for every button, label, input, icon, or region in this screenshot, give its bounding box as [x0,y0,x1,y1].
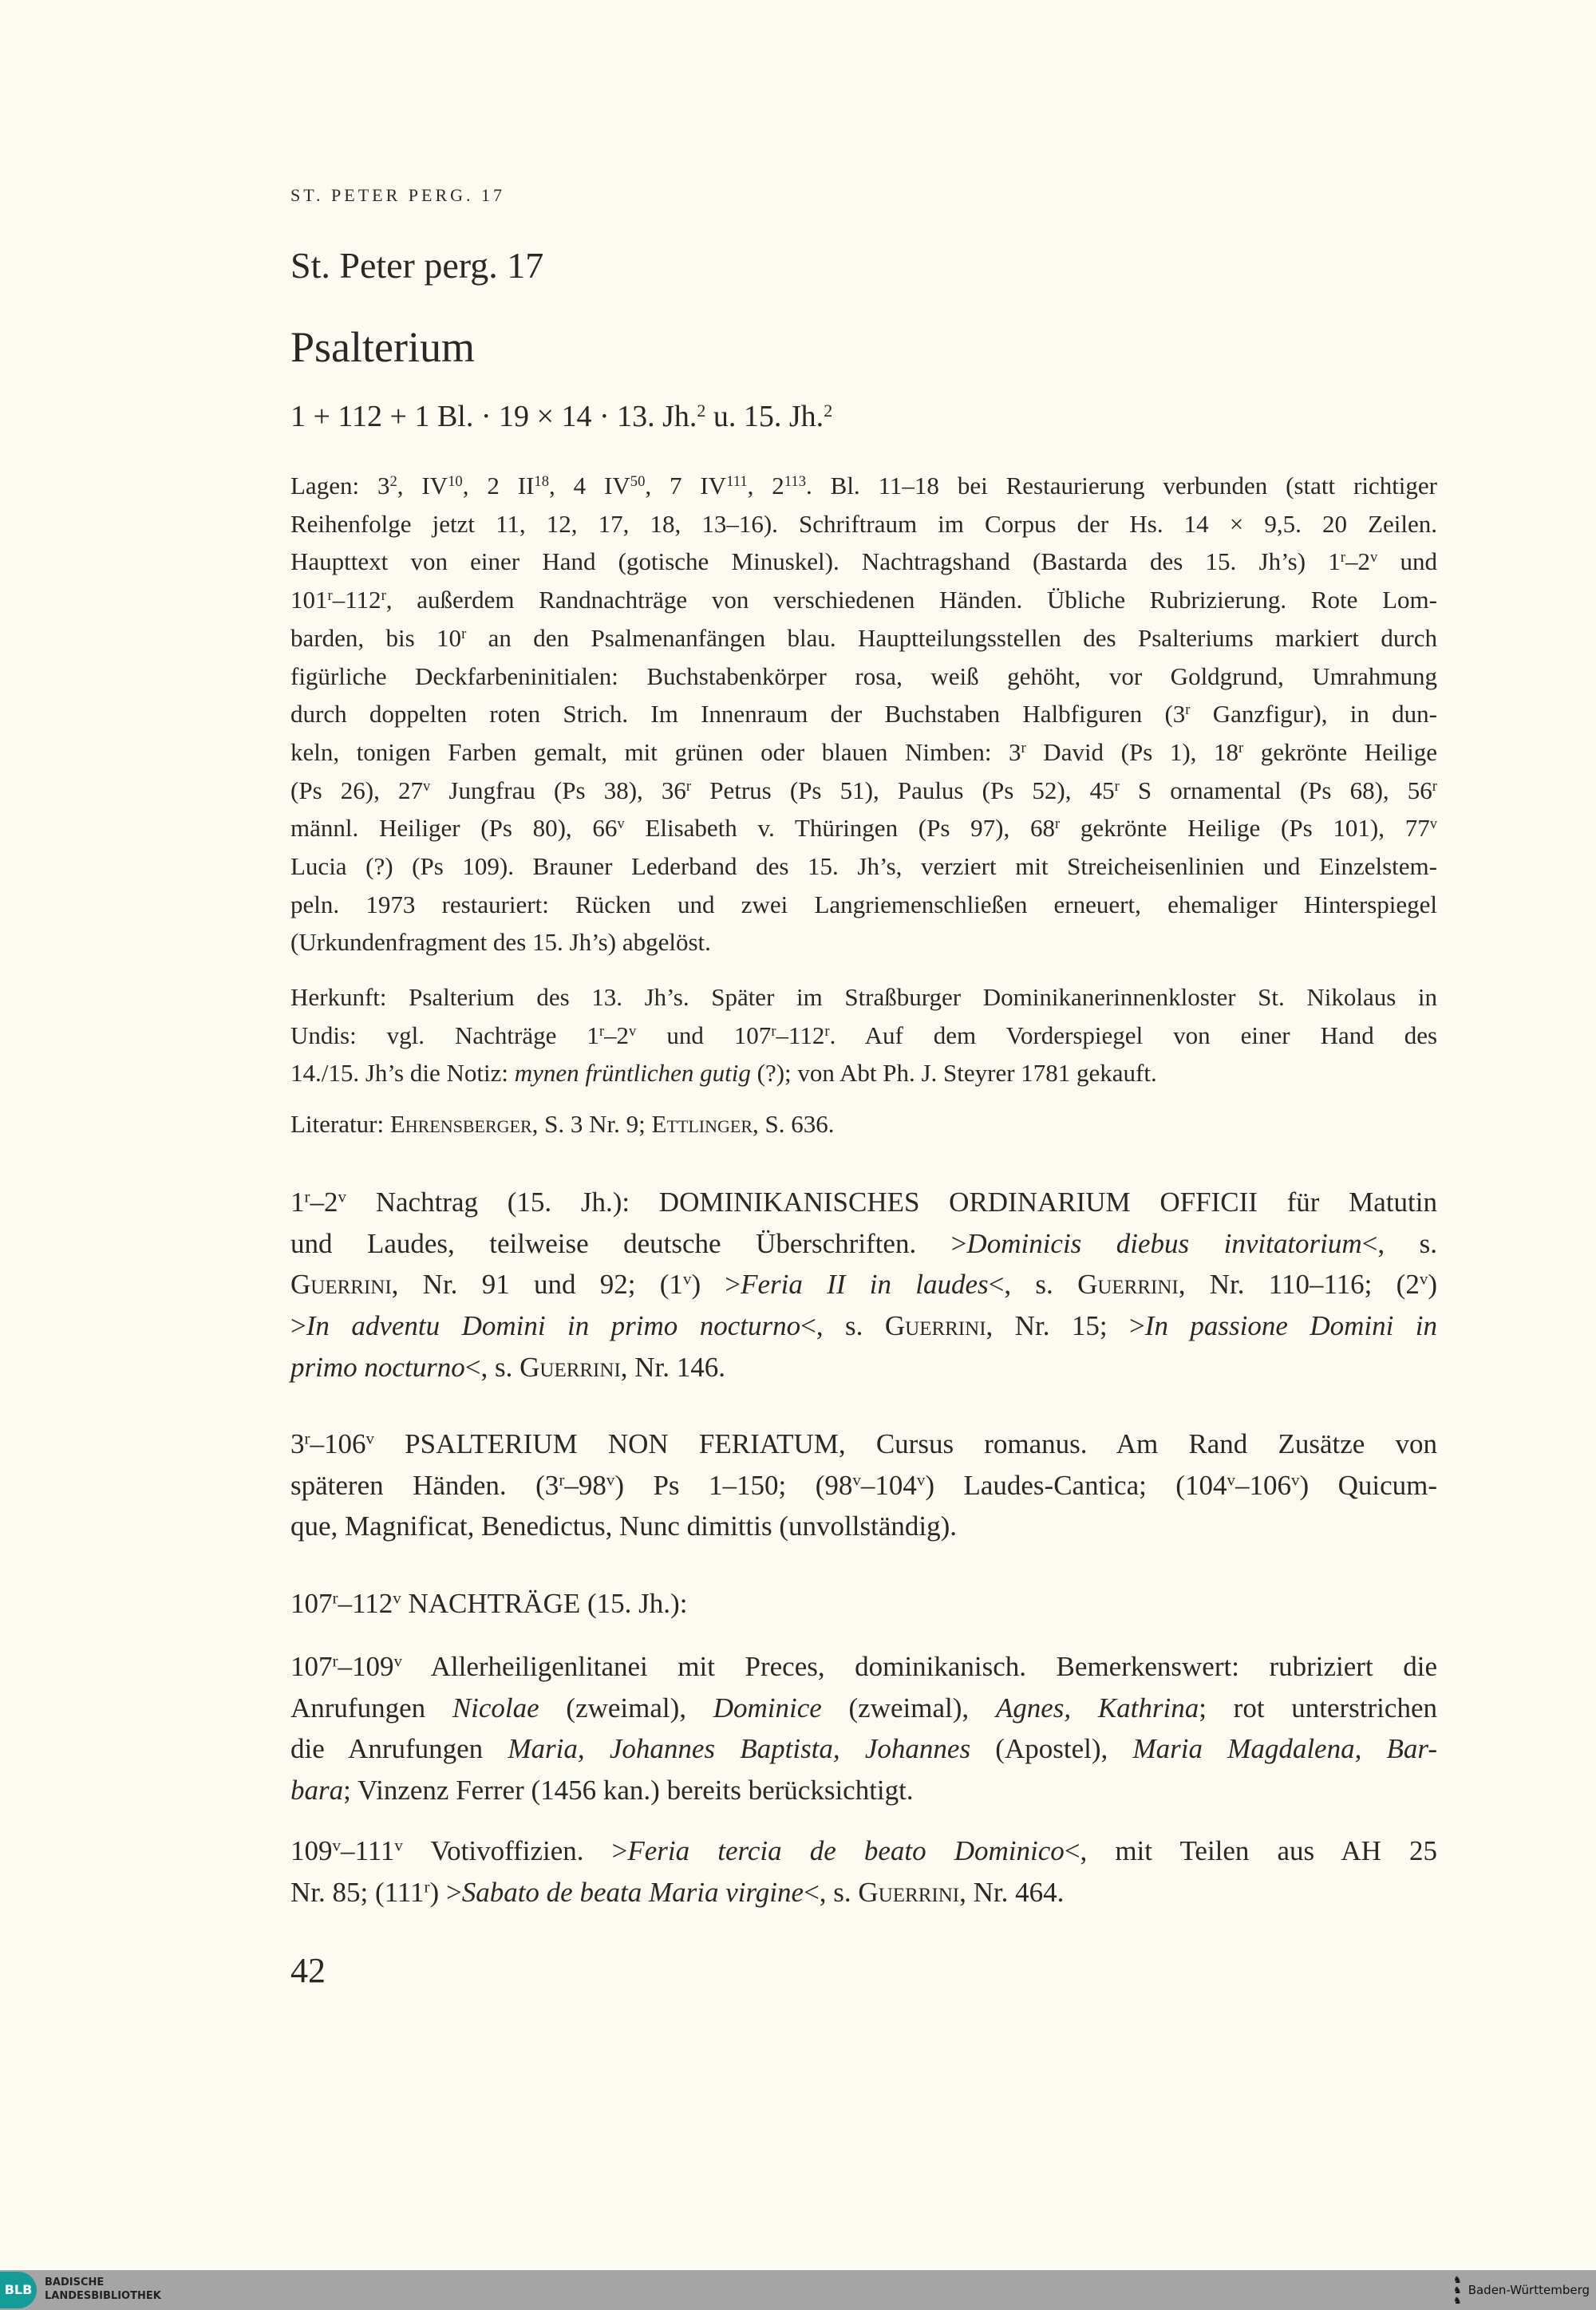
text-run: –2 [1345,547,1370,576]
text-run: –98 [564,1469,606,1501]
text-run: Allerheiligenlitanei mit Preces, dominikanisch. Bemerkenswert: rubriziert die [402,1651,1437,1682]
text-run: die Anrufungen [290,1733,508,1765]
text-run: (Ps 26), 27 [290,776,423,804]
text-run: , Nr. 15; > [986,1310,1145,1342]
folio-superscript: v [393,1651,402,1671]
text-line [290,1264,1437,1305]
folio-superscript: r [1185,701,1191,718]
text-run: ) > [429,1876,462,1908]
text-run: –109 [338,1651,394,1682]
author-name: Ettlinger [651,1110,753,1138]
text-run: , 4 IV [549,472,630,500]
baden-wuerttemberg-logo[interactable] [1453,2273,1590,2307]
text-run: gekrönte Heilige (Ps 101), 77 [1060,814,1430,843]
text-run: Literatur: [290,1110,390,1138]
text-run: Reihenfolge jetzt 11, 12, 17, 18, 13–16). Schriftraum im Corpus der Hs. 14 × 9,5. 20 Zeilen. [290,509,1437,538]
text-run: –2 [310,1187,338,1218]
folio-superscript: v [1369,549,1378,567]
section-nachtraege [290,1583,1437,1625]
text-run: NACHTRÄGE (15. Jh.): [401,1588,688,1619]
text-line [290,1105,1437,1143]
italic-text: Feria tercia de beato Dominico [627,1835,1065,1866]
text-run: , Nr. 110–116; (2 [1178,1269,1420,1301]
text-run: –104 [860,1469,917,1501]
italic-text: Dominice [713,1692,822,1724]
folio-superscript: 18 [534,472,549,490]
folio-superscript: r [1238,739,1244,756]
section-psalterium [290,1424,1437,1547]
author-name: Guerrini [290,1269,392,1301]
text-run: 14./15. Jh’s die Notiz: [290,1059,515,1088]
text-run: figürliche Deckfarbeninitialen: Buchstabenkörper rosa, weiß gehöht, vor Goldgrund, Umrahmung [290,661,1437,690]
italic-text: mynen früntlichen gutig [514,1059,751,1088]
text-line [290,505,1437,543]
text-line [290,1424,1437,1465]
folio-superscript: v [1290,1470,1300,1490]
text-run: –2 [604,1021,630,1049]
text-line [290,1506,1437,1547]
text-run: , außerdem Randnachträge von verschiedenen Händen. Übliche Rubrizierung. Rote Lom- [385,586,1437,614]
library-name [45,2276,161,2303]
text-run: (?); von Abt Ph. J. Steyrer 1781 gekauft. [750,1059,1157,1088]
folio-superscript: v [629,1022,637,1040]
folio-superscript: r [771,1022,776,1040]
folio-superscript: r [1432,777,1437,795]
text-run: S ornamental (Ps 68), 56 [1119,776,1432,804]
text-run: <, s. [800,1310,885,1342]
text-line [290,1770,1437,1811]
section-litanei [290,1646,1437,1811]
author-name: Guerrini [884,1310,986,1342]
text-run: –106 [1235,1469,1291,1501]
text-run: , 7 IV [645,472,727,500]
text-run: (Apostel), [970,1733,1133,1765]
text-run: (Urkundenfragment des 15. Jh’s) abgelöst. [290,928,711,957]
state-name: Baden-Württemberg [1468,2283,1590,2297]
text-run: . Auf dem Vorderspiegel von einer Hand des [829,1021,1438,1049]
text-run: Petrus (Ps 51), Paulus (Ps 52), 45 [691,776,1115,804]
text-run: Herkunft: Psalterium des 13. Jh’s. Später im Straßburger Dominikanerinnenkloster St. Nikolaus in [290,983,1437,1011]
library-name-line1: BADISCHE [45,2276,105,2288]
text-run: 107 [290,1651,333,1682]
text-run: und Laudes, teilweise deutsche Überschriften. > [290,1227,967,1259]
text-run: ; Vinzenz Ferrer (1456 kan.) bereits berücksichtigt. [343,1775,914,1807]
text-run: ) Laudes-Cantica; (104 [925,1469,1227,1501]
text-line [290,619,1437,657]
text-line [290,695,1437,733]
italic-text: Sabato de beata Maria virgine [461,1876,804,1908]
text-run: ) [1428,1269,1437,1301]
folio-superscript: v [852,1470,861,1490]
text-run: . Bl. 11–18 bei Restaurierung verbunden (statt richtiger [806,472,1438,500]
italic-text: Feria II in laudes [741,1269,989,1301]
text-run: , IV [397,472,448,500]
text-run: 3 [290,1428,305,1459]
text-run: , Nr. 91 und 92; (1 [391,1269,683,1301]
folio-superscript: r [559,1470,565,1490]
italic-text: Agnes, Kathrina [995,1692,1199,1724]
text-line [290,1688,1437,1729]
folio-superscript: r [1054,815,1061,833]
text-run: –106 [310,1428,366,1459]
folio-superscript: r [598,1022,605,1040]
folio-superscript: v [1429,815,1437,833]
text-line [290,581,1437,619]
folio-superscript: r [1021,739,1026,756]
text-run: –112 [332,586,381,614]
folio-superscript: r [824,1022,830,1040]
text-run: , Nr. 146. [620,1351,726,1383]
italic-text: Dominicis diebus invitatorium [966,1227,1362,1259]
italic-text: In adventu Domini in primo nocturno [306,1310,801,1342]
folio-superscript: v [332,1835,341,1855]
text-line [290,809,1437,847]
italic-text: bara [290,1775,344,1807]
text-run: Lucia (?) (Ps 109). Brauner Lederband des 15. Jh’s, verziert mit Streicheisenlinien und Einzelstem- [290,852,1437,881]
text-run: Lagen: 3 [290,472,390,500]
folio-superscript: v [338,1187,346,1206]
shelfmark-heading: St. Peter perg. 17 [290,245,544,286]
text-run: durch doppelten roten Strich. Im Innenraum der Buchstaben Halbfiguren (3 [290,700,1186,729]
text-line [290,1583,1437,1625]
text-line [290,1830,1437,1872]
italic-text: Nicolae [452,1692,539,1724]
folio-superscript: r [1114,777,1120,795]
text-line [290,1465,1437,1506]
text-run: PSALTERIUM NON FERIATUM, Cursus romanus. Am Rand Zusätze von [374,1428,1437,1459]
text-run: Jungfrau (Ps 38), 36 [430,776,686,804]
collation-text-a: 1 + 112 + 1 Bl. · 19 × 14 · 13. Jh. [290,400,697,433]
text-line [290,847,1437,886]
text-run: (zweimal), [821,1692,996,1724]
folio-superscript: r [332,1588,338,1608]
text-line [290,1223,1437,1265]
text-run: gekrönte Heilige [1243,737,1438,766]
text-run: (zweimal), [539,1692,713,1724]
text-run: 109 [290,1835,333,1866]
text-run: 1 [290,1187,305,1218]
text-run: ) Quicum- [1299,1469,1438,1501]
folio-superscript: r [424,1877,430,1897]
running-head: ST. PETER PERG. 17 [290,185,506,205]
text-run: 107 [290,1588,333,1619]
text-line [290,543,1437,581]
text-run: und 107 [636,1021,772,1049]
italic-text: primo nocturno [290,1351,465,1383]
text-line [290,1054,1437,1092]
text-run: Nr. 85; (111 [290,1876,425,1908]
author-name: Guerrini [858,1876,960,1908]
text-line [290,657,1437,696]
folio-superscript: v [422,777,431,795]
text-line [290,467,1437,505]
text-run: ; rot unterstrichen [1199,1692,1437,1724]
text-run: –111 [341,1835,395,1866]
text-line [290,978,1437,1017]
text-line [290,1347,1437,1388]
folio-superscript: r [461,625,467,642]
text-line [290,923,1437,962]
italic-text: Maria, Johannes Baptista, Johannes [508,1733,971,1765]
folio-superscript: r [304,1187,310,1206]
collation-line [290,399,832,434]
text-run: , S. 636. [753,1110,835,1138]
folio-superscript: v [682,1269,692,1289]
text-run: <, s. [464,1351,520,1383]
paragraph-herkunft [290,978,1437,1092]
folio-superscript: r [327,586,333,604]
text-run: und [1377,547,1437,576]
folio-superscript: r [1340,549,1345,567]
text-run: späteren Händen. (3 [290,1469,559,1501]
italic-text: In passione Domini in [1144,1310,1437,1342]
folio-superscript: 113 [784,472,806,490]
text-run: ) > [691,1269,741,1301]
text-line [290,733,1437,772]
folio-superscript: v [606,1470,615,1490]
text-line [290,772,1437,810]
folio-superscript: r [685,777,692,795]
section-votivoffizien [290,1830,1437,1913]
author-name: Guerrini [519,1351,621,1383]
text-line [290,1646,1437,1688]
text-run: , 2 II [462,472,535,500]
library-name-line2: LANDESBIBLIOTHEK [45,2290,161,2302]
text-line [290,1305,1437,1347]
text-run: que, Magnificat, Benedictus, Nunc dimittis (unvollständig). [290,1510,957,1542]
folio-superscript: 10 [448,472,463,490]
collation-text-b: u. 15. Jh. [705,400,824,433]
text-run: an den Psalmenanfängen blau. Hauptteilungsstellen des Psalteriums markiert durch [466,623,1437,652]
text-run: , Nr. 464. [959,1876,1065,1908]
text-run: <, s. [988,1269,1078,1301]
folio-superscript: r [304,1428,310,1448]
folio-superscript: v [393,1588,401,1608]
text-run: , 2 [747,472,784,500]
lions-icon: ♞ ♞ ♞ [1452,2273,1462,2306]
text-line [290,1182,1437,1223]
folio-superscript: 50 [630,472,646,490]
text-run: peln. 1973 restauriert: Rücken und zwei Langriemenschließen erneuert, ehemaliger Hinterspiegel [290,890,1437,918]
text-run: 101 [290,586,328,614]
footer-bar [0,2270,1596,2310]
text-run: ) Ps 1–150; (98 [614,1469,853,1501]
folio-superscript: r [381,586,386,604]
author-name: Ehrensberger [389,1110,532,1138]
text-line [290,886,1437,924]
text-run: Nachtrag (15. Jh.): DOMINIKANISCHES ORDINARIUM OFFICII für Matutin [346,1187,1437,1218]
text-run: Anrufungen [290,1692,452,1724]
paragraph-lagen [290,467,1437,962]
italic-text: Maria Magdalena, Bar- [1132,1733,1437,1765]
paragraph-literatur [290,1105,1437,1143]
folio-superscript: 111 [726,472,748,490]
text-run: , S. 3 Nr. 9; [531,1110,652,1138]
folio-superscript: v [1227,1470,1235,1490]
text-run: männl. Heiliger (Ps 80), 66 [290,814,618,843]
text-run: Elisabeth v. Thüringen (Ps 97), 68 [624,814,1055,843]
section-nachtrag-1r-2v [290,1182,1437,1388]
text-run: –112 [338,1588,393,1619]
folio-superscript: v [1419,1269,1428,1289]
collation-sup-a: 2 [697,400,706,421]
text-run: Undis: vgl. Nachträge 1 [290,1021,599,1049]
text-run: barden, bis 10 [290,623,462,652]
text-line [290,1728,1437,1770]
blb-logo[interactable]: BLB [0,2272,37,2308]
text-run: Haupttext von einer Hand (gotische Minuskel). Nachtragshand (Bastarda des 15. Jh’s) 1 [290,547,1341,576]
collation-sup-b: 2 [824,400,833,421]
author-name: Guerrini [1077,1269,1179,1301]
folio-superscript: 2 [389,472,397,490]
text-run: –112 [776,1021,825,1049]
folio-superscript: v [365,1428,374,1448]
text-run: <, mit Teilen aus AH 25 [1064,1835,1438,1866]
text-run: Ganzfigur), in dun- [1190,700,1437,729]
text-run: Votivoffizien. > [402,1835,628,1866]
folio-superscript: r [332,1651,338,1671]
manuscript-title: Psalterium [290,323,475,371]
text-run: <, s. [804,1876,859,1908]
folio-superscript: v [617,815,625,833]
folio-superscript: v [394,1835,403,1855]
text-run: keln, tonigen Farben gemalt, mit grünen oder blauen Nimben: 3 [290,737,1021,766]
text-line [290,1872,1437,1913]
text-run: <, s. [1361,1227,1437,1259]
text-run: David (Ps 1), 18 [1025,737,1238,766]
folio-superscript: v [916,1470,926,1490]
text-run: > [290,1310,306,1342]
text-line [290,1017,1437,1055]
page-number: 42 [290,1951,326,1990]
